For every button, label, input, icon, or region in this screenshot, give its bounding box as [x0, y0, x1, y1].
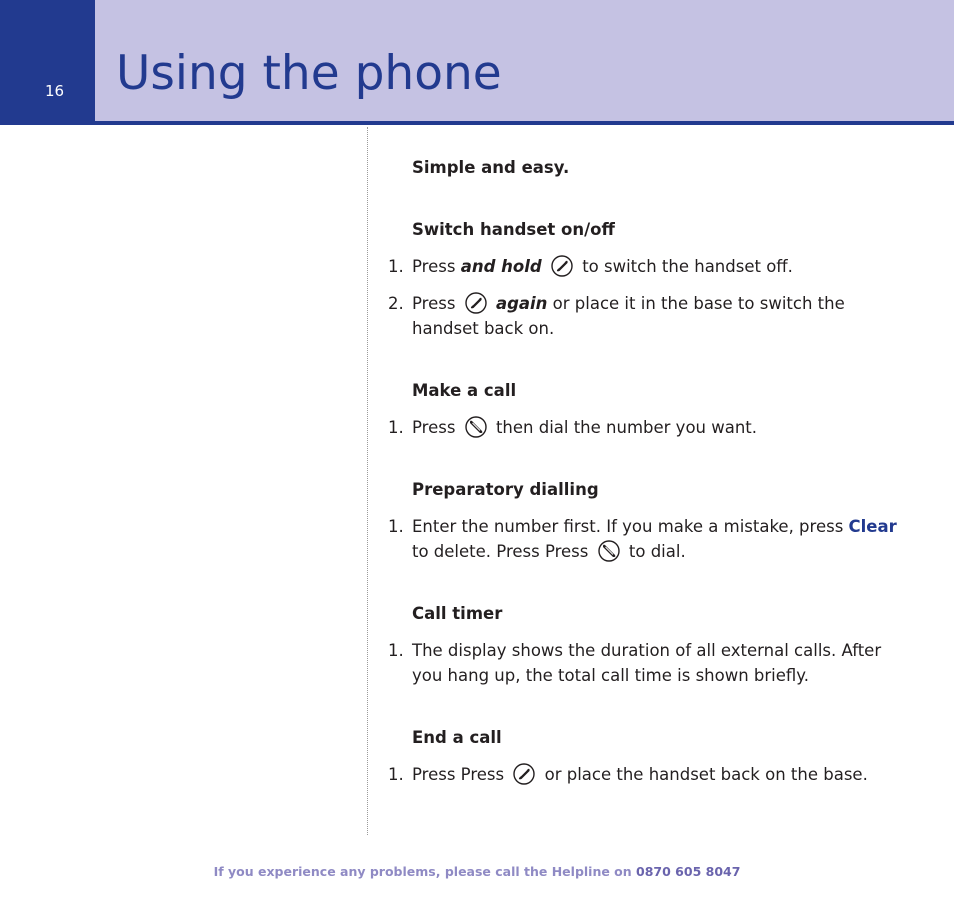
list-item [388, 291, 908, 341]
end-call-icon [513, 763, 535, 785]
clear-key-label: Clear [848, 517, 897, 536]
step-number: 1. [388, 517, 404, 536]
step-number: 2. [388, 294, 404, 313]
list-item [388, 415, 908, 440]
step-number: 1. [388, 765, 404, 784]
step-number: 1. [388, 641, 404, 660]
step-list [388, 415, 908, 440]
step-number: 1. [388, 418, 404, 437]
list-item [388, 254, 908, 279]
step-number: 1. [388, 257, 404, 276]
step-text: Enter the number first. If you make a mistake, press [412, 517, 844, 536]
footer-helpline [0, 864, 954, 879]
step-text: Press [412, 418, 456, 437]
column-divider [367, 127, 368, 835]
step-text: to dial. [628, 542, 686, 561]
section-call-timer [388, 601, 908, 688]
step-emphasis: and hold [460, 257, 542, 276]
list-item [388, 514, 908, 564]
header-rule [0, 121, 954, 125]
footer-text: If you experience any problems, please call the Helpline on [213, 864, 632, 879]
step-text: to delete. Press Press [412, 542, 589, 561]
end-call-icon [551, 255, 573, 277]
step-list [388, 254, 908, 341]
step-emphasis: again [495, 294, 548, 313]
main-content [388, 155, 908, 787]
section-heading: Switch handset on/off [412, 220, 615, 239]
step-list [388, 762, 908, 787]
page-title: Using the phone [116, 46, 502, 101]
section-make-call [388, 378, 908, 440]
talk-icon [465, 416, 487, 438]
section-heading: End a call [412, 728, 502, 747]
talk-icon [598, 540, 620, 562]
step-text: then dial the number you want. [495, 418, 758, 437]
step-text: Press [412, 257, 456, 276]
section-preparatory-dialling [388, 477, 908, 564]
section-heading: Preparatory dialling [412, 480, 599, 499]
section-heading: Make a call [412, 381, 517, 400]
section-heading: Call timer [412, 604, 503, 623]
step-text: Press Press [412, 765, 505, 784]
step-list [388, 638, 908, 688]
list-item [388, 638, 908, 688]
step-text: or place the handset back on the base. [544, 765, 868, 784]
section-switch-handset [388, 217, 908, 341]
step-text: Press [412, 294, 456, 313]
page-number: 16 [45, 82, 65, 100]
step-text: to switch the handset off. [582, 257, 793, 276]
end-call-icon [465, 292, 487, 314]
section-end-call [388, 725, 908, 787]
list-item [388, 762, 908, 787]
step-text: or place it in the base to switch the handset back on. [412, 294, 845, 338]
step-list [388, 514, 908, 564]
page-number-tab [0, 0, 95, 122]
intro-text: Simple and easy. [412, 158, 570, 177]
step-text: The display shows the duration of all external calls. After you hang up, the total call time is shown briefly. [412, 641, 882, 685]
helpline-number: 0870 605 8047 [636, 864, 741, 879]
